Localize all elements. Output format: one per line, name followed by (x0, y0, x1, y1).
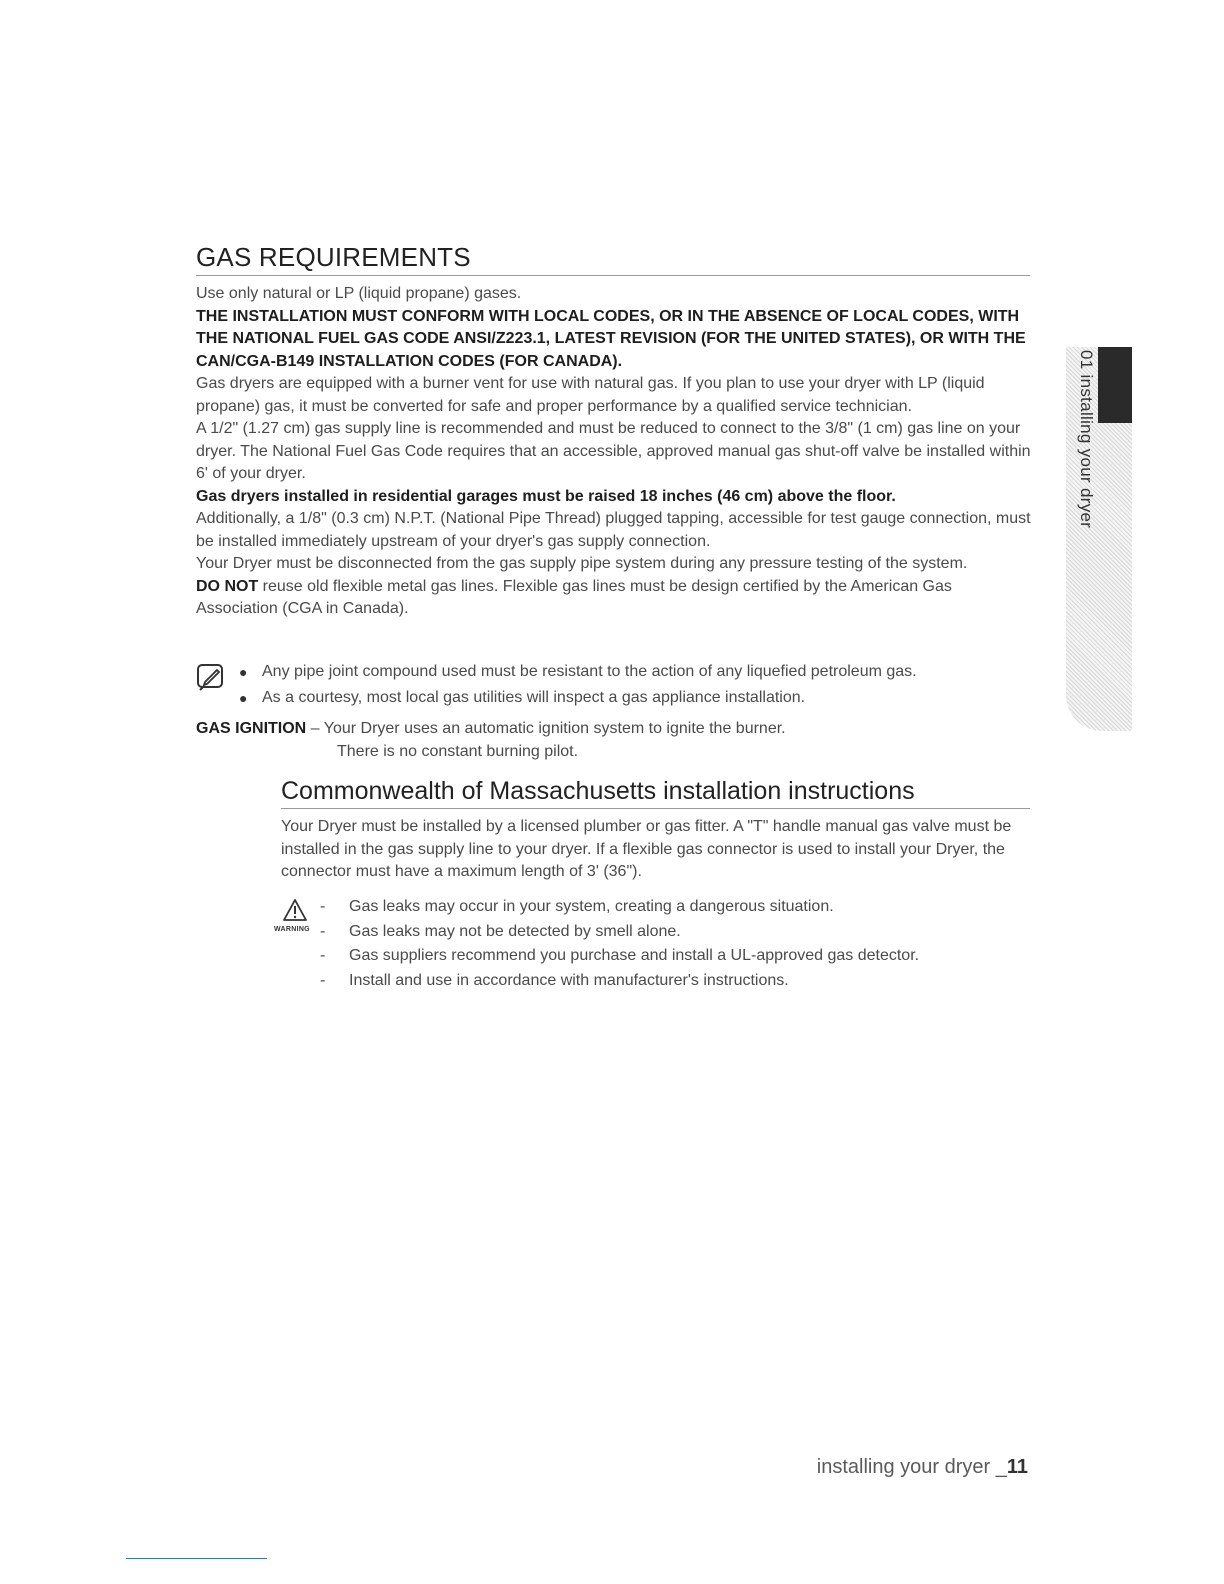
paragraph-garage-requirement: Gas dryers installed in residential garages must be raised 18 inches (46 cm) above the floor. (196, 487, 896, 505)
footer-section-name: installing your dryer _ (816, 1456, 1007, 1478)
gas-ignition-label: GAS IGNITION (196, 720, 307, 737)
page-footer (817, 1456, 1028, 1479)
do-not-label: DO NOT (196, 577, 259, 595)
massachusetts-body: Your Dryer must be installed by a licensed plumber or gas fitter. A "T" handle manual gas valve must be installed in the gas supply line to your dryer. If a flexible gas connector is used to install your Dryer, the connector must have a maximum length of 3' (36"). (281, 818, 1012, 880)
paragraph-burner-vent: Gas dryers are equipped with a burner vent for use with natural gas. If you plan to use your dryer with LP (liquid propane) gas, it must be converted for safe and proper performance by a qualified service technician. (196, 375, 985, 415)
section-title: GAS REQUIREMENTS (196, 242, 1030, 276)
list-item: - Gas suppliers recommend you purchase and install a UL-approved gas detector. (349, 944, 1029, 969)
massachusetts-title: Commonwealth of Massachusetts installation instructions (281, 777, 1030, 809)
paragraph-npt-tapping: Additionally, a 1/8" (0.3 cm) N.P.T. (National Pipe Thread) plugged tapping, accessible for test gauge connection, must be installed immediately upstream of your dryer's gas supply connection. (196, 510, 1031, 550)
chapter-tab-label: 01 installing your dryer (1077, 350, 1096, 529)
list-item: ● Any pipe joint compound used must be resistant to the action of any liquefied petroleum gas. (262, 659, 1042, 685)
bullet-icon: ● (239, 664, 248, 680)
dash-icon: - (320, 922, 326, 940)
paragraph-supply-line: A 1/2" (1.27 cm) gas supply line is recommended and must be reduced to connect to the 3/8" (1 cm) gas line on your dryer. The National Fuel Gas Code requires that an accessible, approved manual gas shut-off valve be installed within 6' of your dryer. (196, 420, 1031, 482)
note-icon (196, 663, 226, 691)
dash-icon: - (320, 947, 326, 964)
gas-requirements-body (196, 283, 1036, 621)
list-item: - Gas leaks may not be detected by smell alone. (349, 920, 1029, 945)
flexible-lines-text: reuse old flexible metal gas lines. Flexible gas lines must be design certified by the American Gas Association (CGA in Canada). (196, 577, 952, 617)
warning-triangle-icon (282, 898, 308, 922)
paragraph-installation-codes: THE INSTALLATION MUST CONFORM WITH LOCAL CODES, OR IN THE ABSENCE OF LOCAL CODES, WITH THE NATIONAL FUEL GAS CODE ANSI/Z223.1, LATEST REVISION (FOR THE UNITED STATES), OR WITH THE CAN/CGA-B149 INSTALLATION CODES (FOR CANADA). (196, 307, 1026, 370)
paragraph-gas-types: Use only natural or LP (liquid propane) gases. (196, 285, 522, 302)
dash-icon: - (320, 971, 326, 989)
list-item: - Install and use in accordance with manufacturer's instructions. (349, 969, 1029, 994)
list-item: - Gas leaks may occur in your system, creating a dangerous situation. (349, 895, 1029, 920)
gas-ignition-block (196, 717, 1036, 763)
dash-icon: - (320, 898, 326, 915)
bullet-icon: ● (239, 690, 248, 706)
gas-ignition-text: – Your Dryer uses an automatic ignition system to ignite the burner. (306, 720, 786, 737)
paragraph-flexible-lines (196, 576, 1036, 621)
note-list (239, 659, 1042, 711)
gas-ignition-pilot: There is no constant burning pilot. (337, 743, 579, 760)
paragraph-pressure-testing: Your Dryer must be disconnected from the gas supply pipe system during any pressure testing of the system. (196, 555, 968, 572)
page-number: 11 (1006, 1456, 1028, 1478)
chapter-tab-marker (1098, 347, 1132, 423)
warning-label: WARNING (274, 926, 310, 933)
footer-divider (126, 1558, 267, 1559)
warning-list (320, 895, 1029, 993)
list-item: ● As a courtesy, most local gas utilities will inspect a gas appliance installation. (262, 685, 1042, 711)
